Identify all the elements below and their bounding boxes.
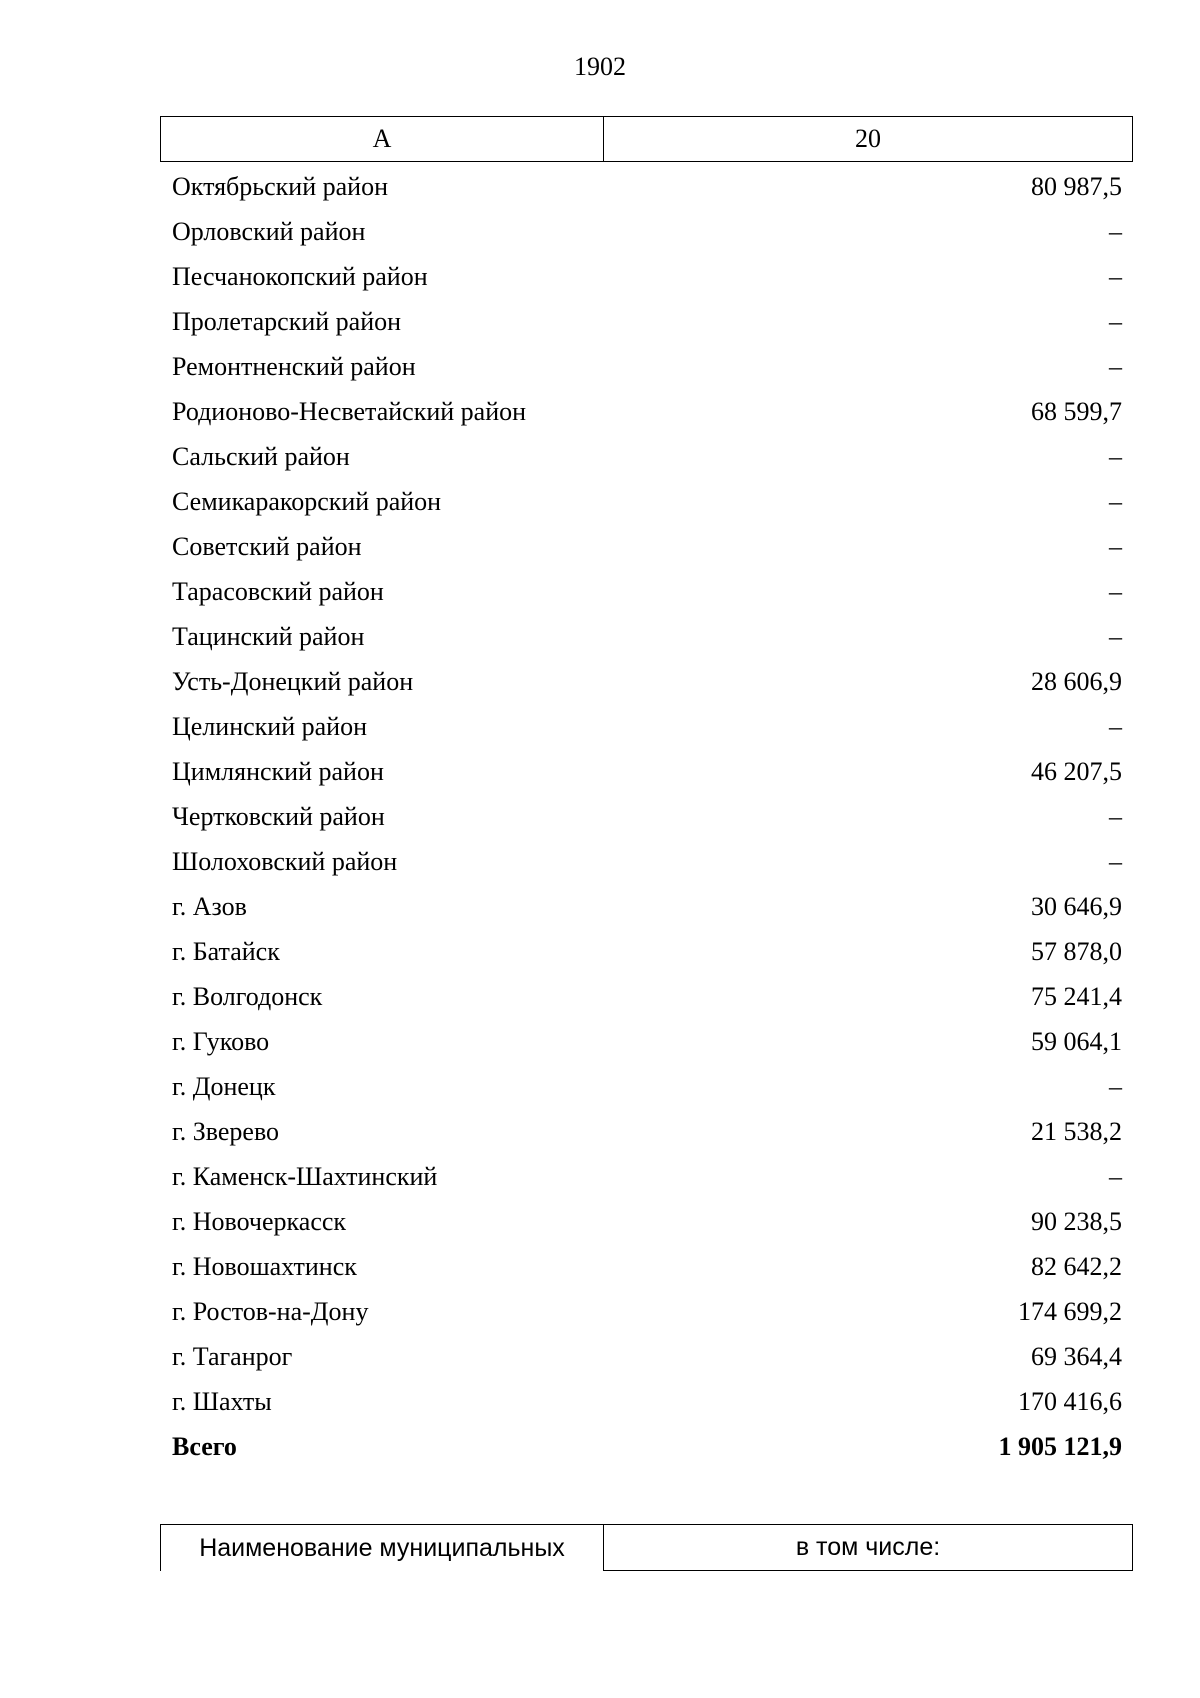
row-name: Песчанокопский район xyxy=(172,261,428,291)
table-row xyxy=(172,1154,1122,1199)
row-value: – xyxy=(1109,216,1122,246)
header-col-a: А xyxy=(161,117,604,161)
next-header-col-b: в том числе: xyxy=(604,1525,1132,1571)
row-name: Шолоховский район xyxy=(172,846,398,876)
row-name: Целинский район xyxy=(172,711,367,741)
row-name: Семикаракорский район xyxy=(172,486,442,516)
table-row xyxy=(172,1244,1122,1289)
row-name: г. Шахты xyxy=(172,1386,272,1416)
row-value: – xyxy=(1109,1161,1122,1191)
table-row xyxy=(172,164,1122,209)
row-value: 90 238,5 xyxy=(1031,1206,1122,1236)
table-row xyxy=(172,1379,1122,1424)
row-name: г. Батайск xyxy=(172,936,280,966)
page-number: 1902 xyxy=(574,52,626,81)
row-value: 59 064,1 xyxy=(1031,1026,1122,1056)
table-row xyxy=(172,1334,1122,1379)
total-label: Всего xyxy=(172,1431,237,1461)
row-value: – xyxy=(1109,846,1122,876)
header-col-b: 20 xyxy=(855,124,881,153)
row-name: Пролетарский район xyxy=(172,306,402,336)
table-row xyxy=(172,659,1122,704)
row-name: г. Азов xyxy=(172,891,247,921)
row-name: Усть-Донецкий район xyxy=(172,666,414,696)
row-value: – xyxy=(1109,621,1122,651)
row-value: – xyxy=(1109,576,1122,606)
next-header-col-a: Наименование муниципальных xyxy=(161,1525,604,1571)
row-value: – xyxy=(1109,801,1122,831)
total-row xyxy=(172,1424,1122,1469)
row-value: – xyxy=(1109,531,1122,561)
row-name: Ремонтненский район xyxy=(172,351,416,381)
row-value: 28 606,9 xyxy=(1031,666,1122,696)
row-value: 75 241,4 xyxy=(1031,981,1122,1011)
table-row xyxy=(172,1064,1122,1109)
row-value: 46 207,5 xyxy=(1031,756,1122,786)
row-name: Сальский район xyxy=(172,441,350,471)
total-value: 1 905 121,9 xyxy=(998,1431,1122,1461)
row-value: – xyxy=(1109,1071,1122,1101)
table-row xyxy=(172,749,1122,794)
table-row xyxy=(172,794,1122,839)
table-row xyxy=(172,929,1122,974)
row-name: г. Каменск-Шахтинский xyxy=(172,1161,438,1191)
row-value: 30 646,9 xyxy=(1031,891,1122,921)
row-name: Советский район xyxy=(172,531,362,561)
row-value: – xyxy=(1109,441,1122,471)
table-row xyxy=(172,1199,1122,1244)
row-name: г. Новочеркасск xyxy=(172,1206,347,1236)
row-value: – xyxy=(1109,486,1122,516)
table-header xyxy=(160,116,1133,162)
table-body xyxy=(172,164,1122,1469)
row-value: – xyxy=(1109,351,1122,381)
row-value: 170 416,6 xyxy=(1018,1386,1122,1416)
row-value: – xyxy=(1109,261,1122,291)
table-row xyxy=(172,254,1122,299)
row-name: г. Новошахтинск xyxy=(172,1251,357,1281)
table-row xyxy=(172,479,1122,524)
table-row xyxy=(172,1019,1122,1064)
table-row xyxy=(172,614,1122,659)
table-row xyxy=(172,389,1122,434)
row-name: г. Волгодонск xyxy=(172,981,323,1011)
table-row xyxy=(172,344,1122,389)
row-name: Родионово-Несветайский район xyxy=(172,396,527,426)
table-row xyxy=(172,569,1122,614)
table-row xyxy=(172,839,1122,884)
row-value: – xyxy=(1109,711,1122,741)
table-row xyxy=(172,209,1122,254)
row-name: Тацинский район xyxy=(172,621,365,651)
row-value: 80 987,5 xyxy=(1031,171,1122,201)
row-value: 174 699,2 xyxy=(1018,1296,1122,1326)
table-row xyxy=(172,884,1122,929)
row-name: г. Зверево xyxy=(172,1116,280,1146)
row-name: Орловский район xyxy=(172,216,366,246)
row-value: – xyxy=(1109,306,1122,336)
row-name: г. Таганрог xyxy=(172,1341,293,1371)
table-row xyxy=(172,704,1122,749)
row-name: г. Донецк xyxy=(172,1071,276,1101)
row-value: 68 599,7 xyxy=(1031,396,1122,426)
row-value: 21 538,2 xyxy=(1031,1116,1122,1146)
table-row xyxy=(172,434,1122,479)
table-row xyxy=(172,974,1122,1019)
table-row xyxy=(172,299,1122,344)
row-name: г. Гуково xyxy=(172,1026,270,1056)
row-name: г. Ростов-на-Дону xyxy=(172,1296,369,1326)
table-row xyxy=(172,1109,1122,1154)
table-row xyxy=(172,524,1122,569)
row-name: Чертковский район xyxy=(172,801,385,831)
row-value: 69 364,4 xyxy=(1031,1341,1122,1371)
row-value: 57 878,0 xyxy=(1031,936,1122,966)
row-name: Октябрьский район xyxy=(172,171,388,201)
table-row xyxy=(172,1289,1122,1334)
row-value: 82 642,2 xyxy=(1031,1251,1122,1281)
next-table-header xyxy=(160,1524,1133,1571)
row-name: Тарасовский район xyxy=(172,576,384,606)
row-name: Цимлянский район xyxy=(172,756,384,786)
